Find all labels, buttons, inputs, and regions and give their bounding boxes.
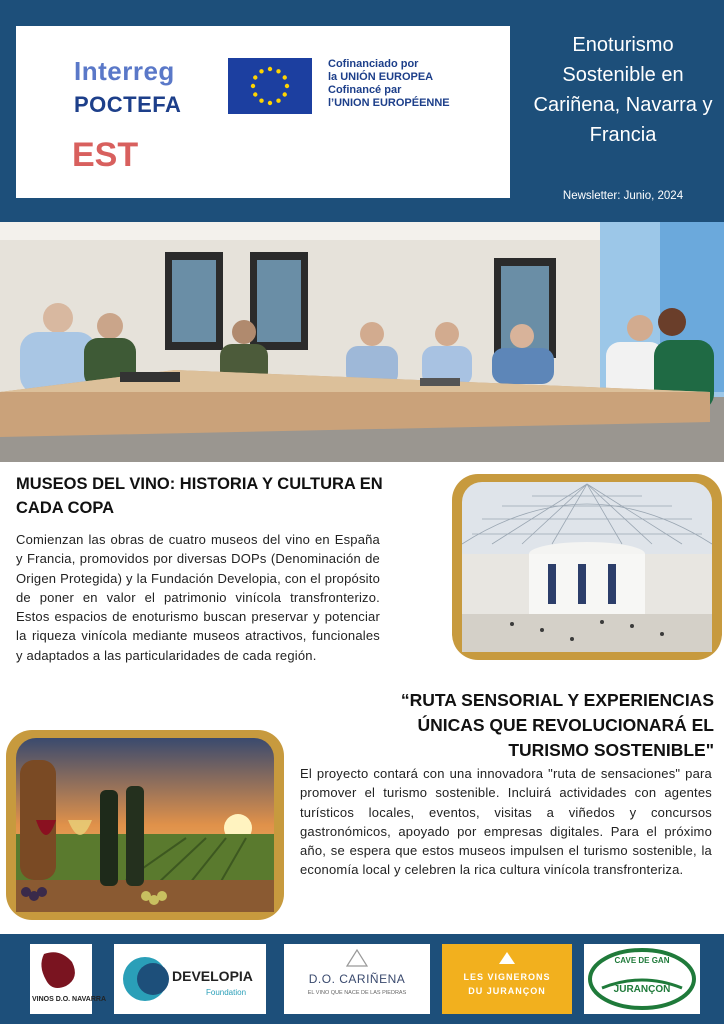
newsletter-date: Newsletter: Junio, 2024 (562, 190, 684, 202)
eu-star-icon (268, 67, 272, 71)
header-banner (0, 0, 724, 222)
eu-fr-line2: l’UNION EUROPÉENNE (328, 97, 450, 109)
eu-star-icon (276, 99, 280, 103)
meeting-photo (0, 222, 724, 462)
eu-es-line1: Cofinanciado por (328, 58, 419, 70)
carinena-sub: EL VINO QUE NACE DE LAS PIEDRAS (307, 990, 407, 996)
vignerons-top: LES VIGNERONS (463, 972, 551, 982)
cave-top: CAVE DE GAN (614, 956, 670, 965)
eu-star-icon (253, 92, 257, 96)
vignerons-bottom: DU JURANÇON (468, 986, 546, 996)
poctefa-logo-text: POCTEFA (74, 92, 182, 117)
eu-star-icon (253, 75, 257, 79)
eu-star-icon (268, 101, 272, 105)
article1-body: Comienzan las obras de cuatro museos del vino en España y Francia, promovidos por diversas DOPs (Denominación de Origen Protegida) y la Fundación Developia, con el propósito de poner en valor el patrimonio vinícola transfronterizo. Estos espacios de enoturismo buscan preservar y potenciar la riqueza vinícola mediante museos atractivos, funcionales y adaptados a las particularidades de cada región. (16, 532, 380, 663)
cave-de-gan-logo (584, 944, 700, 1014)
eu-flag-icon (228, 58, 312, 114)
article1-heading: MUSEOS DEL VINO: HISTORIA Y CULTURA EN CADA COPA (16, 475, 383, 517)
newsletter-title: Enoturismo Sostenible en Cariñena, Navarra y Francia (533, 34, 713, 146)
eu-fr-line1: Cofinancé par (328, 84, 402, 96)
carinena-label: D.O. CARIÑENA (308, 972, 406, 986)
eu-star-icon (283, 75, 287, 79)
eu-star-icon (285, 84, 289, 88)
eu-star-icon (276, 69, 280, 73)
navarra-logo (30, 944, 107, 1014)
eu-star-icon (259, 99, 263, 103)
eu-star-icon (251, 84, 255, 88)
article2-body: El proyecto contará con una innovadora "ruta de sensaciones" para promover el turismo sostenible. Incluirá actividades con agentes turísticos locales, eventos, visitas a viñedos y concursos gastronómicos, apoyado por empresas digitales. Para el próximo año, se espera que estos museos impulsen el turismo sostenible, la economía local y celebren la rica cultura vinícola transfronteriza. (300, 766, 712, 878)
eu-star-icon (283, 92, 287, 96)
wine-photo (6, 730, 284, 920)
article2-heading: “RUTA SENSORIAL Y EXPERIENCIAS ÚNICAS QUE REVOLUCIONARÁ EL TURISMO SOSTENIBLE" (400, 690, 714, 760)
eu-es-line2: la UNIÓN EUROPEA (328, 71, 434, 83)
funding-logos-panel (16, 26, 510, 198)
museum-photo (452, 474, 722, 660)
developia-label: DEVELOPIA (172, 968, 253, 984)
eu-cofinancing-text (328, 58, 450, 110)
developia-logo (114, 944, 266, 1014)
cave-bottom: JURANÇON (613, 984, 671, 995)
navarra-label: VINOS D.O. NAVARRA (32, 996, 107, 1003)
carinena-logo (284, 944, 430, 1014)
eu-star-icon (259, 69, 263, 73)
sponsors-footer (0, 934, 724, 1024)
interreg-logo-text: Interreg (74, 56, 175, 86)
est-logo-text: EST (72, 136, 139, 174)
developia-sub: Foundation (206, 988, 247, 997)
vignerons-logo (442, 944, 572, 1014)
